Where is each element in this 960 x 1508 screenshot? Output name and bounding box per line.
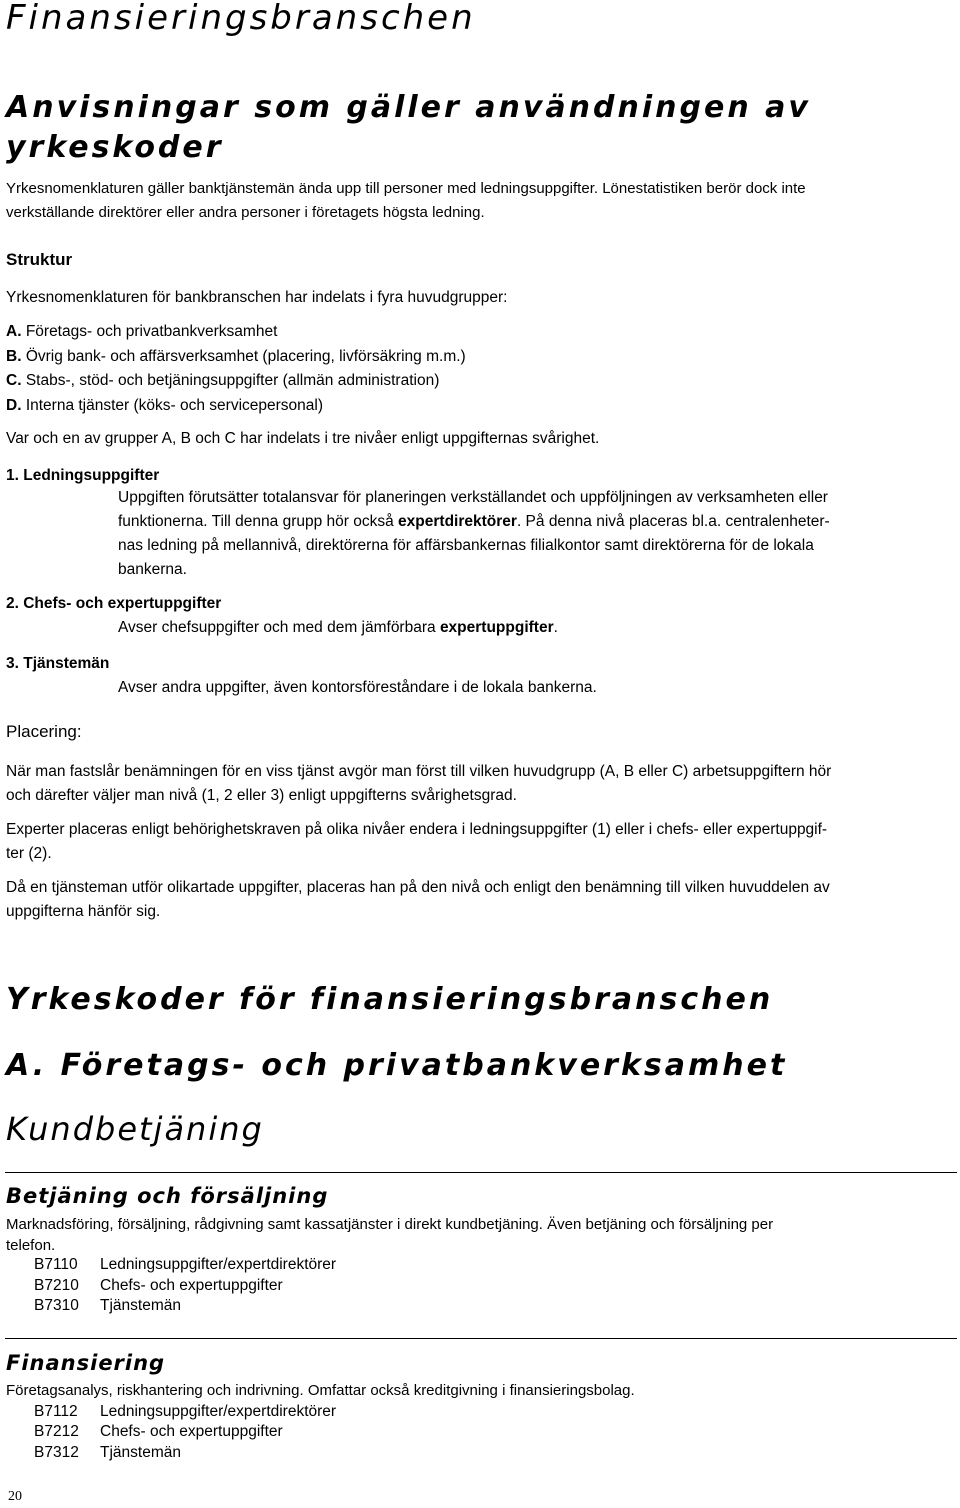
placement-paragraph-2 bbox=[6, 818, 827, 866]
level-1-line-1: Uppgiften förutsätter totalansvar för planeringen verkställandet och uppföljningen av verksamheten eller bbox=[118, 489, 828, 506]
area-heading: Kundbetjäning bbox=[6, 1110, 264, 1148]
group-item-d bbox=[6, 394, 466, 419]
group-item-a bbox=[6, 320, 466, 345]
level-3-description: Avser andra uppgifter, även kontorsföreståndare i de lokala bankerna. bbox=[118, 679, 597, 696]
code-row bbox=[34, 1255, 336, 1275]
level-1-line-2a: funktionerna. Till denna grupp hör också bbox=[118, 513, 399, 530]
instructions-heading-line1: Anvisningar som gäller användningen av bbox=[6, 90, 811, 125]
subsection-title: Betjäning och försäljning bbox=[6, 1184, 329, 1208]
level-1-line-4: bankerna. bbox=[118, 561, 187, 578]
group-text: Stabs-, stöd- och betjäningsuppgifter (allmän administration) bbox=[25, 372, 440, 389]
group-letter: D. bbox=[6, 396, 22, 414]
placement-paragraph-1 bbox=[6, 760, 831, 808]
placement-p3-line-2: uppgifterna hänför sig. bbox=[6, 903, 161, 920]
code-label: Chefs- och expertuppgifter bbox=[100, 1277, 283, 1294]
page-title: Finansieringsbranschen bbox=[6, 0, 476, 38]
group-list bbox=[6, 320, 466, 418]
level-1-line-2c: . På denna nivå placeras bl.a. centralenheter- bbox=[516, 513, 830, 530]
code-row bbox=[34, 1443, 181, 1463]
placement-p3-line-1: Då en tjänsteman utför olikartade uppgifter, placeras han på den nivå och enligt den benämning till vilken huvuddelen av bbox=[6, 879, 830, 896]
group-letter: B. bbox=[6, 347, 22, 365]
group-item-b bbox=[6, 345, 466, 370]
group-text: Företags- och privatbankverksamhet bbox=[25, 323, 278, 340]
code-label: Tjänstemän bbox=[100, 1297, 181, 1314]
level-2-line-1a: Avser chefsuppgifter och med dem jämförbara bbox=[118, 619, 440, 636]
intro-paragraph bbox=[6, 177, 806, 225]
page-number: 20 bbox=[8, 1489, 22, 1504]
intro-line-1: Yrkesnomenklaturen gäller banktjänstemän ända upp till personer med ledningsuppgifter. Lönestatistiken berör dock inte bbox=[6, 180, 806, 197]
placement-p1-line-1: När man fastslår benämningen för en viss tjänst avgör man först till vilken huvudgrupp (A, B eller C) arbetsuppgiftern hör bbox=[6, 763, 832, 780]
subsection-desc-line-2: telefon. bbox=[6, 1237, 56, 1254]
level-2-bold-term: expertuppgifter bbox=[439, 619, 554, 636]
level-3-label: 3. Tjänstemän bbox=[6, 655, 110, 672]
codes-heading: Yrkeskoder för finansieringsbranschen bbox=[6, 982, 774, 1017]
subsection-title: Finansiering bbox=[6, 1351, 166, 1375]
placement-p1-line-2: och därefter väljer man nivå (1, 2 eller 3) enligt uppgifterns svårighetsgrad. bbox=[6, 787, 517, 804]
group-item-c bbox=[6, 369, 466, 394]
placement-heading: Placering: bbox=[6, 722, 82, 741]
level-1-description bbox=[118, 486, 830, 582]
code-number: B7210 bbox=[34, 1277, 79, 1294]
code-row bbox=[34, 1402, 336, 1422]
intro-line-2: verkställande direktörer eller andra personer i företagets högsta ledning. bbox=[6, 204, 485, 221]
code-number: B7112 bbox=[34, 1403, 78, 1420]
level-2-label: 2. Chefs- och expertuppgifter bbox=[6, 595, 222, 612]
level-1-bold-term: expertdirektörer bbox=[398, 513, 517, 530]
placement-p2-line-1: Experter placeras enligt behörighetskraven på olika nivåer endera i ledningsuppgifter (1) eller i chefs- eller expertuppgif- bbox=[6, 821, 828, 838]
section-divider bbox=[5, 1338, 957, 1339]
instructions-heading-line2: yrkeskoder bbox=[6, 130, 224, 165]
placement-paragraph-3 bbox=[6, 876, 830, 924]
subsection-description bbox=[6, 1214, 773, 1256]
subsection-desc-line-1: Marknadsföring, försäljning, rådgivning samt kassatjänster i direkt kundbetjäning. Även betjäning och försäljning per bbox=[6, 1216, 774, 1233]
level-1-line-2 bbox=[118, 510, 830, 534]
code-row bbox=[34, 1422, 283, 1442]
structure-intro: Yrkesnomenklaturen för bankbranschen har indelats i fyra huvudgrupper: bbox=[6, 289, 508, 306]
code-label: Tjänstemän bbox=[100, 1444, 181, 1461]
instructions-heading bbox=[6, 88, 811, 168]
code-number: B7110 bbox=[34, 1256, 78, 1273]
code-label: Chefs- och expertuppgifter bbox=[100, 1423, 283, 1440]
code-number: B7310 bbox=[34, 1297, 79, 1314]
level-1-line-3: nas ledning på mellannivå, direktörerna för affärsbankernas filialkontor samt direktörerna för de lokala bbox=[118, 537, 814, 554]
code-label: Ledningsuppgifter/expertdirektörer bbox=[100, 1403, 337, 1420]
levels-intro: Var och en av grupper A, B och C har indelats i tre nivåer enligt uppgifternas svårighet. bbox=[6, 430, 600, 447]
level-1-label: 1. Ledningsuppgifter bbox=[6, 467, 160, 484]
subsection-description bbox=[6, 1380, 635, 1401]
code-number: B7312 bbox=[34, 1444, 79, 1461]
subsection-desc-line-1: Företagsanalys, riskhantering och indrivning. Omfattar också kreditgivning i finansieringsbolag. bbox=[6, 1382, 635, 1399]
level-2-description bbox=[118, 616, 558, 640]
group-text: Övrig bank- och affärsverksamhet (placering, livförsäkring m.m.) bbox=[25, 347, 466, 365]
level-2-line-1c: . bbox=[553, 619, 558, 636]
code-label: Ledningsuppgifter/expertdirektörer bbox=[100, 1256, 337, 1273]
code-row bbox=[34, 1276, 283, 1296]
group-heading: A. Företags- och privatbankverksamhet bbox=[6, 1048, 788, 1083]
placement-p2-line-2: ter (2). bbox=[6, 845, 52, 862]
section-divider bbox=[5, 1172, 957, 1173]
code-number: B7212 bbox=[34, 1423, 79, 1440]
code-row bbox=[34, 1296, 181, 1316]
group-letter: A. bbox=[6, 323, 22, 340]
structure-heading: Struktur bbox=[6, 250, 73, 269]
group-text: Interna tjänster (köks- och servicepersonal) bbox=[25, 396, 324, 414]
group-letter: C. bbox=[6, 372, 22, 389]
